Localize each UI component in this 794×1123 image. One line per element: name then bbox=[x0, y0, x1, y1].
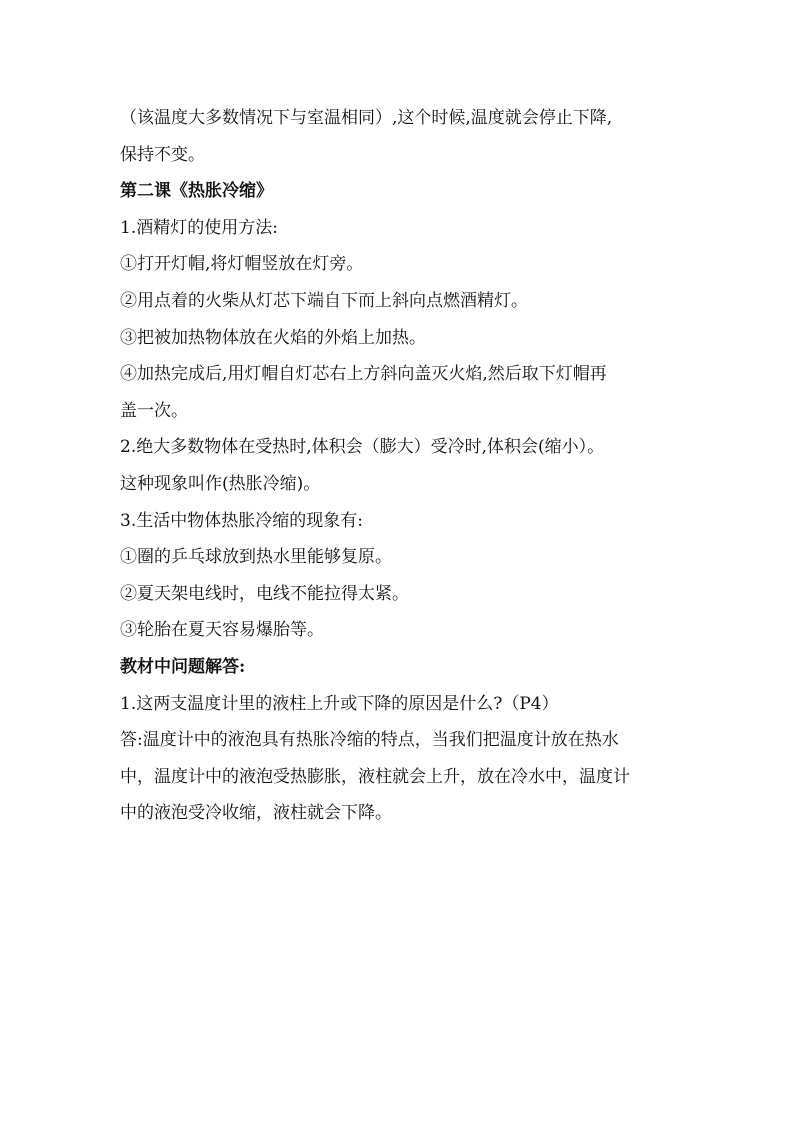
numbered-item-continuation: 这种现象叫作(热胀冷缩)。 bbox=[120, 473, 321, 494]
question-item: 1.这两支温度计里的液柱上升或下降的原因是什么?（P4） bbox=[120, 693, 559, 714]
paragraph-continuation-line: 保持不变。 bbox=[120, 144, 205, 165]
lesson-heading: 第二课《热胀冷缩》 bbox=[120, 181, 273, 202]
paragraph-continuation-line: （该温度大多数情况下与室温相同）,这个时候,温度就会停止下降, bbox=[120, 108, 613, 128]
answer-line: 中，温度计中的液泡受热膨胀，液柱就会上升，放在冷水中，温度计 bbox=[120, 766, 630, 787]
example-item: ②夏天架电线时，电线不能拉得太紧。 bbox=[120, 583, 409, 604]
step-item: ④加热完成后,用灯帽自灯芯右上方斜向盖灭火焰,然后取下灯帽再 bbox=[120, 364, 607, 385]
section-heading: 教材中问题解答: bbox=[120, 656, 246, 677]
document-body bbox=[120, 100, 680, 832]
answer-line: 答:温度计中的液泡具有热胀冷缩的特点，当我们把温度计放在热水 bbox=[120, 730, 619, 751]
step-item: ③把被加热物体放在火焰的外焰上加热。 bbox=[120, 327, 426, 348]
example-item: ③轮胎在夏天容易爆胎等。 bbox=[120, 620, 324, 641]
step-item: ②用点着的火柴从灯芯下端自下而上斜向点燃酒精灯。 bbox=[120, 290, 528, 311]
numbered-item: 2.绝大多数物体在受热时,体积会（膨大）受冷时,体积会(缩小）。 bbox=[120, 437, 605, 458]
step-item-continuation: 盖一次。 bbox=[120, 400, 188, 421]
numbered-item: 1.酒精灯的使用方法: bbox=[120, 217, 278, 238]
numbered-item: 3.生活中物体热胀冷缩的现象有: bbox=[120, 510, 363, 531]
answer-line: 中的液泡受冷收缩，液柱就会下降。 bbox=[120, 803, 392, 824]
example-item: ①圈的乒乓球放到热水里能够复原。 bbox=[120, 547, 392, 568]
step-item: ①打开灯帽,将灯帽竖放在灯旁。 bbox=[120, 254, 364, 275]
